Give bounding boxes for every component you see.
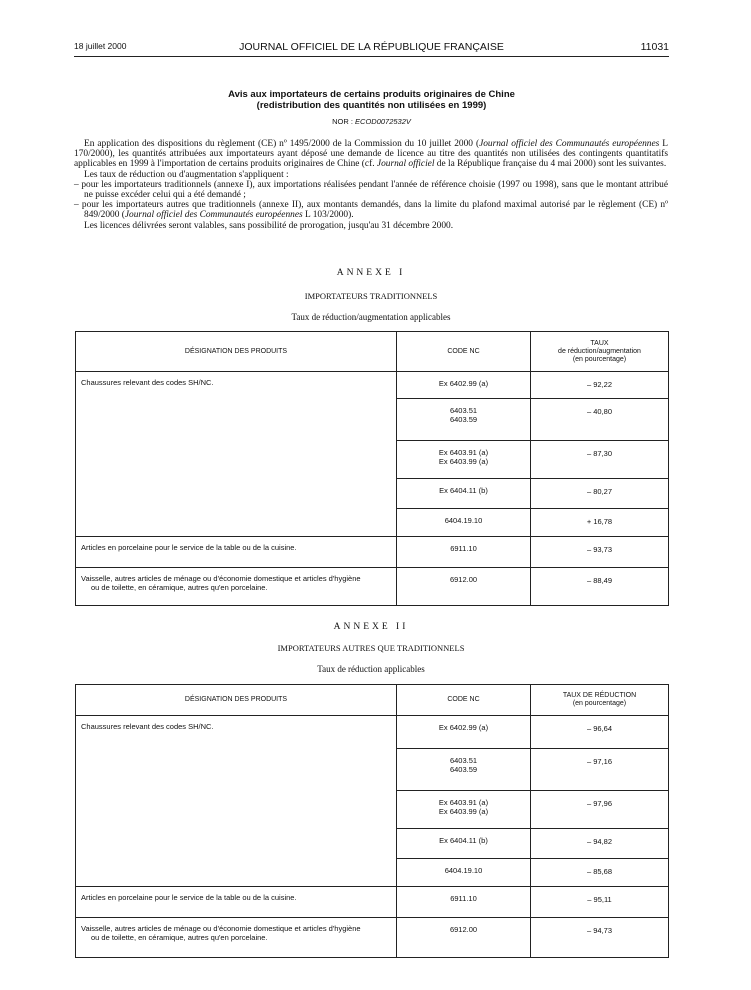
annex-1-subtitle: IMPORTATEURS TRADITIONNELS bbox=[304, 291, 438, 301]
table-header-row bbox=[76, 685, 669, 716]
table-row bbox=[76, 716, 669, 749]
notice-title bbox=[74, 89, 669, 111]
cell-code: 6911.10 bbox=[397, 537, 531, 568]
annex-1-caption: Taux de réduction/augmentation applicables bbox=[291, 312, 451, 322]
code-value: 6403.59 bbox=[449, 764, 478, 774]
code-value: Ex 6403.99 (a) bbox=[438, 806, 489, 816]
cell-rate: + 16,78 bbox=[531, 509, 669, 537]
table-row bbox=[76, 887, 669, 918]
annex-1-label: ANNEXE I bbox=[336, 268, 406, 278]
header-rate-line: (en pourcentage) bbox=[572, 700, 627, 707]
header-rule bbox=[74, 56, 669, 57]
cell-code bbox=[397, 791, 531, 829]
page-number: 11031 bbox=[640, 41, 669, 53]
table-row bbox=[76, 372, 669, 399]
cell-rate: – 40,80 bbox=[531, 399, 669, 441]
annex-2-label: ANNEXE II bbox=[333, 622, 409, 632]
code-value: 6403.51 bbox=[449, 406, 478, 415]
cell-rate: – 94,73 bbox=[531, 918, 669, 958]
code-value: Ex 6403.99 (a) bbox=[438, 456, 489, 466]
cell-code bbox=[397, 716, 531, 749]
code-value: Ex 6402.99 (a) bbox=[438, 379, 489, 388]
designation-line: ou de toilette, en céramique, autres qu'en porcelaine. bbox=[91, 582, 268, 592]
cell-code bbox=[397, 441, 531, 479]
cell-rate: – 88,49 bbox=[531, 568, 669, 606]
cell-rate: – 97,16 bbox=[531, 749, 669, 791]
list-item-non-traditional bbox=[74, 200, 668, 220]
cell-code bbox=[397, 859, 531, 887]
code-value: Ex 6403.91 (a) bbox=[438, 448, 489, 457]
header-code: CODE NC bbox=[397, 332, 531, 372]
text-run-italic: Journal officiel des Communautés européennes bbox=[479, 139, 660, 149]
code-value: Ex 6404.11 (b) bbox=[439, 486, 488, 495]
code-value: Ex 6404.11 (b) bbox=[439, 836, 488, 845]
code-value: Ex 6403.91 (a) bbox=[438, 798, 489, 807]
cell-code bbox=[397, 509, 531, 537]
notice-body bbox=[74, 139, 668, 231]
cell-code: 6912.00 bbox=[397, 918, 531, 958]
cell-code: 6911.10 bbox=[397, 887, 531, 918]
header-rate-line: de réduction/augmentation bbox=[558, 347, 641, 355]
header-rate-line: (en pourcentage) bbox=[572, 355, 627, 363]
issue-date: 18 juillet 2000 bbox=[74, 41, 127, 51]
paragraph-rates-intro: Les taux de réduction ou d'augmentation s'appliquent : bbox=[84, 170, 289, 180]
running-head bbox=[74, 41, 669, 55]
notice-title-line-2: (redistribution des quantités non utilisées en 1999) bbox=[256, 100, 487, 111]
cell-rate: – 97,96 bbox=[531, 791, 669, 829]
cell-code bbox=[397, 399, 531, 441]
nor-reference bbox=[74, 117, 669, 126]
cell-rate: – 96,64 bbox=[531, 716, 669, 749]
header-designation: DÉSIGNATION DES PRODUITS bbox=[76, 685, 397, 716]
table-header-row bbox=[76, 332, 669, 372]
annex-1-table bbox=[75, 331, 669, 606]
header-rate-line: TAUX bbox=[590, 339, 609, 347]
text-run: L 103/2000). bbox=[302, 210, 354, 220]
cell-code bbox=[397, 749, 531, 791]
journal-title: JOURNAL OFFICIEL DE LA RÉPUBLIQUE FRANÇAISE bbox=[239, 41, 504, 53]
text-run-italic: Journal officiel des Communautés européennes bbox=[124, 210, 303, 220]
cell-code bbox=[397, 829, 531, 859]
header-code: CODE NC bbox=[397, 685, 531, 716]
table-row bbox=[76, 918, 669, 958]
text-run: L 170/2000), les quantités attribuées aux importateurs ayant déposé une demande de licence au titre des quantités non utilisées des contingents quantitatifs applicables en 1999 à l'importation de certains produits originaires de Chine (cf. bbox=[74, 139, 668, 169]
table-row bbox=[76, 568, 669, 606]
cell-designation-ceramic bbox=[76, 568, 397, 606]
annex-2-table bbox=[75, 684, 669, 958]
paragraph-validity: Les licences délivrées seront valables, sans possibilité de prorogation, jusqu'au 31 décembre 2000. bbox=[84, 221, 454, 231]
cell-rate: – 93,73 bbox=[531, 537, 669, 568]
cell-rate: – 85,68 bbox=[531, 859, 669, 887]
designation-line: Vaisselle, autres articles de ménage ou d'économie domestique et articles d'hygiène bbox=[81, 924, 361, 933]
annex-2-subtitle: IMPORTATEURS AUTRES QUE TRADITIONNELS bbox=[277, 643, 465, 653]
nor-label: NOR : bbox=[332, 117, 353, 126]
cell-designation-porcelain: Articles en porcelaine pour le service de la table ou de la cuisine. bbox=[76, 887, 397, 918]
list-item-traditional: – pour les importateurs traditionnels (annexe I), aux importations réalisées pendant l'année de référence choisie (1997 ou 1998), sans que le montant attribué ne puisse excéder celui qui a été demandé ; bbox=[74, 180, 668, 200]
cell-rate: – 94,82 bbox=[531, 829, 669, 859]
header-rate bbox=[531, 332, 669, 372]
annex-2-caption: Taux de réduction applicables bbox=[317, 664, 425, 674]
paragraph-application bbox=[74, 139, 668, 169]
nor-code: ECOD0072532V bbox=[355, 117, 411, 126]
cell-code: 6912.00 bbox=[397, 568, 531, 606]
cell-designation-shoes: Chaussures relevant des codes SH/NC. bbox=[76, 716, 397, 887]
cell-code bbox=[397, 479, 531, 509]
cell-code bbox=[397, 372, 531, 399]
cell-designation-ceramic bbox=[76, 918, 397, 958]
header-rate bbox=[531, 685, 669, 716]
cell-designation-porcelain: Articles en porcelaine pour le service de la table ou de la cuisine. bbox=[76, 537, 397, 568]
code-value: 6404.19.10 bbox=[444, 866, 483, 875]
cell-rate: – 95,11 bbox=[531, 887, 669, 918]
text-run: de la République française du 4 mai 2000) sont les suivantes. bbox=[434, 159, 667, 169]
text-run-italic: Journal officiel bbox=[376, 159, 435, 169]
code-value: Ex 6402.99 (a) bbox=[438, 723, 489, 732]
notice-title-line-1: Avis aux importateurs de certains produits originaires de Chine bbox=[228, 89, 515, 100]
designation-line: Vaisselle, autres articles de ménage ou d'économie domestique et articles d'hygiène bbox=[81, 574, 361, 583]
code-value: 6404.19.10 bbox=[444, 516, 483, 525]
cell-designation-shoes: Chaussures relevant des codes SH/NC. bbox=[76, 372, 397, 537]
cell-rate: – 92,22 bbox=[531, 372, 669, 399]
header-designation: DÉSIGNATION DES PRODUITS bbox=[76, 332, 397, 372]
designation-line: ou de toilette, en céramique, autres qu'en porcelaine. bbox=[91, 932, 268, 942]
code-value: 6403.51 bbox=[449, 756, 478, 765]
code-value: 6403.59 bbox=[449, 414, 478, 424]
table-row bbox=[76, 537, 669, 568]
text-run: En application des dispositions du règlement (CE) nº 1495/2000 de la Commission du 10 juillet 2000 ( bbox=[84, 139, 480, 149]
cell-rate: – 80,27 bbox=[531, 479, 669, 509]
text-run: – pour les importateurs autres que traditionnels (annexe II), aux montants demandés, dans la limite du plafond maximal autorisé par le règlement (CE) nº 849/2000 ( bbox=[74, 200, 668, 220]
cell-rate: – 87,30 bbox=[531, 441, 669, 479]
header-rate-line: TAUX DE RÉDUCTION bbox=[562, 692, 637, 699]
